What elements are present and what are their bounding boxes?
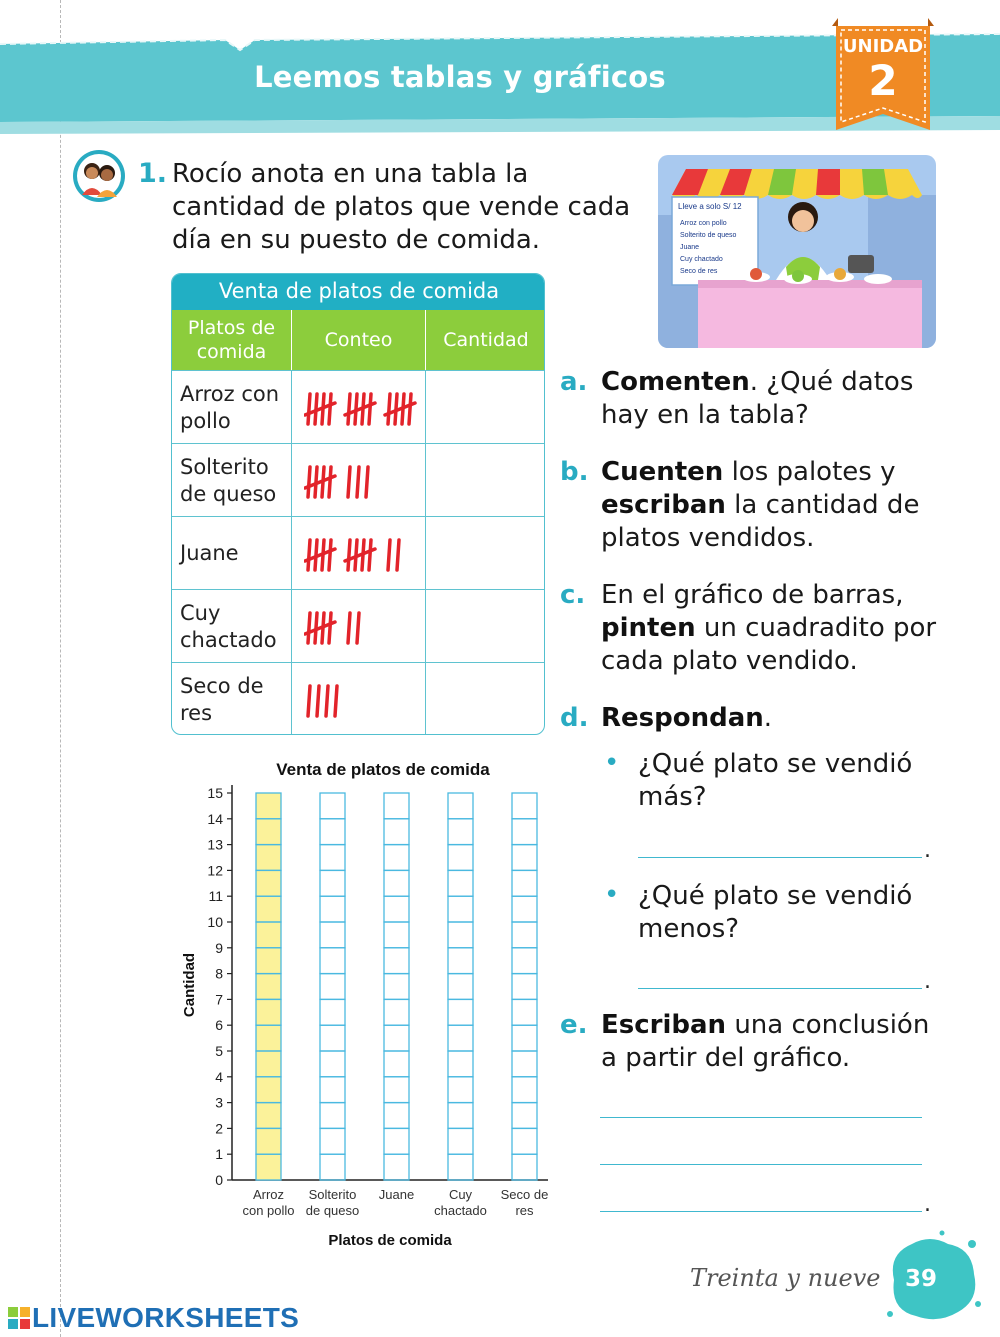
tally-mark: [357, 467, 359, 497]
grid-cell[interactable]: [512, 1128, 537, 1154]
quantity-cell[interactable]: [425, 663, 545, 735]
x-tick-label: Cuy: [448, 1187, 473, 1202]
dish-name: Arroz con pollo: [180, 381, 280, 433]
table-row: [172, 516, 545, 589]
bar-fill: [256, 793, 281, 1180]
item-text: la cantidad de platos vendidos.: [601, 490, 920, 553]
table-title: Venta de platos de comida: [172, 274, 545, 310]
tally-group-of-five: [305, 540, 335, 570]
grid-cell[interactable]: [320, 922, 345, 948]
answer-line[interactable]: [638, 857, 922, 858]
item-text: En el gráfico de barras,: [601, 580, 904, 610]
page-number-words: Treinta y nueve: [690, 1264, 881, 1292]
bar-column: [448, 793, 473, 1180]
item-text: . ¿Qué datos hay en la tabla?: [601, 367, 914, 430]
grid-cell[interactable]: [384, 870, 409, 896]
tally-mark: [357, 613, 359, 643]
stall-sign-item: Seco de res: [680, 268, 718, 275]
table-row: [172, 370, 545, 443]
tally-group-of-five: [345, 394, 375, 424]
x-tick-label: con pollo: [242, 1203, 295, 1218]
bar-column: [256, 793, 281, 1180]
sub-question: ¿Qué plato se vendió más?: [638, 749, 913, 812]
dish-name: Seco de res: [180, 673, 264, 725]
tally-marks: [304, 537, 408, 573]
tally-marks: [304, 391, 430, 427]
item-text: un cuadradito por cada plato vendido.: [601, 613, 937, 676]
grid-cell[interactable]: [448, 999, 473, 1025]
item-letter: b.: [560, 457, 589, 487]
item-text: los palotes y: [723, 457, 896, 487]
dish-name: Solterito de queso: [180, 454, 277, 506]
tally-mark: [335, 686, 337, 716]
grid-cell[interactable]: [320, 1103, 345, 1129]
x-tick-label: chactado: [434, 1203, 487, 1218]
grid-cell[interactable]: [320, 1025, 345, 1051]
item-letter: c.: [560, 580, 586, 610]
tally-mark: [388, 540, 390, 570]
grid-cell[interactable]: [512, 819, 537, 845]
table-row: [172, 662, 545, 735]
y-tick-label: 6: [215, 1017, 223, 1034]
grid-cell[interactable]: [448, 793, 473, 819]
grid-cell[interactable]: [320, 870, 345, 896]
item-verb: Comenten: [601, 367, 750, 397]
tally-group-of-five: [345, 540, 375, 570]
bar-column: [512, 793, 537, 1180]
grid-cell[interactable]: [320, 948, 345, 974]
grid-cell[interactable]: [512, 999, 537, 1025]
tally-mark: [308, 686, 310, 716]
y-tick-label: 11: [208, 888, 223, 905]
y-tick-label: 0: [215, 1172, 223, 1188]
chart-title: Venta de platos de comida: [276, 760, 490, 779]
period: .: [924, 969, 931, 994]
item-verb: Cuenten: [601, 457, 724, 487]
grid-cell[interactable]: [384, 819, 409, 845]
grid-cell[interactable]: [448, 1103, 473, 1129]
bar-chart: [170, 755, 570, 1255]
grid-cell[interactable]: [384, 1103, 409, 1129]
grid-cell[interactable]: [384, 1077, 409, 1103]
grid-cell[interactable]: [320, 896, 345, 922]
table-row: [172, 443, 545, 516]
y-tick-label: 2: [215, 1120, 223, 1137]
grid-cell[interactable]: [512, 922, 537, 948]
y-tick-label: 3: [215, 1094, 223, 1111]
grid-cell[interactable]: [512, 948, 537, 974]
y-tick-label: 10: [207, 914, 223, 930]
answer-line[interactable]: [638, 988, 922, 989]
item-verb: Respondan: [601, 703, 764, 733]
grid-cell[interactable]: [512, 1077, 537, 1103]
brand-grid-icon: [8, 1307, 30, 1329]
x-tick-label: Solterito: [308, 1187, 357, 1202]
y-axis-label: Cantidad: [181, 952, 198, 1018]
answer-line[interactable]: [600, 1211, 922, 1212]
grid-cell[interactable]: [320, 819, 345, 845]
grid-cell[interactable]: [512, 793, 537, 819]
grid-cell[interactable]: [320, 1051, 345, 1077]
y-tick-label: 4: [215, 1068, 223, 1085]
children-icon: [72, 149, 126, 203]
grid-cell[interactable]: [320, 974, 345, 1000]
grid-cell[interactable]: [512, 870, 537, 896]
header-dishes: Platos de comida: [172, 310, 291, 370]
tally-group-of-five: [305, 467, 335, 497]
quantity-cell[interactable]: [425, 590, 545, 663]
grid-cell[interactable]: [384, 1051, 409, 1077]
grid-cell[interactable]: [512, 1025, 537, 1051]
table-row: [172, 589, 545, 662]
stall-sign-item: Cuy chactado: [680, 256, 723, 263]
period: .: [924, 838, 931, 863]
unit-number: 2: [868, 56, 898, 105]
x-axis-label: Platos de comida: [328, 1232, 452, 1249]
question-number: 1.: [138, 158, 168, 189]
y-tick-label: 12: [207, 862, 223, 879]
y-tick-label: 13: [207, 836, 223, 853]
quantity-cell[interactable]: [425, 444, 545, 517]
grid-cell[interactable]: [384, 948, 409, 974]
tally-mark: [366, 467, 368, 497]
sub-question: ¿Qué plato se vendió menos?: [638, 881, 913, 944]
header-quantity: Cantidad: [425, 310, 545, 370]
stall-sign-title: Lleve a solo S/ 12: [678, 202, 742, 211]
y-tick-label: 14: [207, 810, 223, 827]
grid-cell[interactable]: [384, 974, 409, 1000]
question-text: Rocío anota en una tabla la cantidad de platos que vende cada día en su puesto de comida.: [172, 159, 631, 255]
brand-name: LIVEWORKSHEETS: [32, 1302, 300, 1333]
item-text: una conclusión a partir del gráfico.: [601, 1010, 930, 1073]
tally-mark: [348, 467, 350, 497]
stall-sign-item: Solterito de queso: [680, 232, 737, 239]
item-verb: pinten: [601, 613, 696, 643]
grid-cell[interactable]: [448, 1154, 473, 1180]
item-letter: a.: [560, 367, 588, 397]
quantity-cell[interactable]: [425, 517, 545, 590]
grid-cell[interactable]: [512, 845, 537, 871]
y-tick-label: 15: [207, 785, 223, 801]
grid-cell[interactable]: [384, 1128, 409, 1154]
margin-dashed-line: [60, 0, 61, 1337]
y-tick-label: 1: [215, 1146, 223, 1163]
y-tick-label: 5: [215, 1043, 223, 1059]
grid-cell[interactable]: [384, 999, 409, 1025]
tally-mark: [348, 613, 350, 643]
answer-line[interactable]: [600, 1164, 922, 1165]
grid-cell[interactable]: [448, 974, 473, 1000]
grid-cell[interactable]: [448, 870, 473, 896]
unit-label: UNIDAD: [842, 36, 924, 57]
grid-cell[interactable]: [448, 922, 473, 948]
page-title: Leemos tablas y gráficos: [254, 60, 666, 94]
x-tick-label: Seco de: [500, 1187, 549, 1202]
grid-cell[interactable]: [512, 1103, 537, 1129]
grid-cell[interactable]: [512, 896, 537, 922]
grid-cell[interactable]: [512, 1051, 537, 1077]
bullet-dot: •: [604, 880, 620, 910]
tally-mark: [317, 686, 319, 716]
stall-sign-item: Juane: [680, 244, 700, 251]
bullet-dot: •: [604, 748, 620, 778]
grid-cell[interactable]: [320, 845, 345, 871]
grid-cell[interactable]: [448, 1051, 473, 1077]
grid-cell[interactable]: [512, 1154, 537, 1180]
header-count: Conteo: [291, 310, 425, 370]
item-letter: e.: [560, 1010, 588, 1040]
grid-cell[interactable]: [320, 999, 345, 1025]
column-divider: [291, 370, 292, 735]
tally-marks: [304, 610, 368, 646]
x-tick-label: de queso: [305, 1203, 360, 1218]
tally-mark: [397, 540, 399, 570]
item-text: .: [763, 703, 773, 733]
grid-cell[interactable]: [448, 819, 473, 845]
grid-cell[interactable]: [384, 793, 409, 819]
item-verb: Escriban: [601, 1010, 727, 1040]
item-verb: escriban: [601, 490, 726, 520]
dish-name: Juane: [180, 541, 239, 565]
grid-cell[interactable]: [512, 974, 537, 1000]
bar-column: [320, 793, 345, 1180]
tally-table: [171, 273, 545, 735]
grid-cell[interactable]: [448, 845, 473, 871]
answer-line[interactable]: [600, 1117, 922, 1118]
food-stall-illustration: [658, 155, 936, 348]
grid-cell[interactable]: [320, 793, 345, 819]
grid-cell[interactable]: [320, 1077, 345, 1103]
x-tick-label: Juane: [378, 1187, 415, 1202]
x-tick-label: res: [515, 1203, 534, 1218]
y-tick-label: 7: [215, 991, 223, 1008]
tally-group-of-five: [385, 394, 415, 424]
grid-cell[interactable]: [448, 896, 473, 922]
brand-logo: [8, 1302, 299, 1334]
stall-sign-item: Arroz con pollo: [680, 220, 727, 227]
grid-cell[interactable]: [320, 1128, 345, 1154]
period: .: [924, 1192, 931, 1217]
grid-cell[interactable]: [448, 948, 473, 974]
grid-cell[interactable]: [320, 1154, 345, 1180]
tally-group-of-five: [305, 613, 335, 643]
tally-marks: [304, 464, 377, 500]
grid-cell[interactable]: [384, 896, 409, 922]
dish-name: Cuy chactado: [180, 600, 277, 652]
grid-cell[interactable]: [448, 1128, 473, 1154]
y-tick-label: 9: [215, 939, 223, 956]
item-letter: d.: [560, 703, 589, 733]
tally-marks: [304, 683, 346, 719]
y-tick-label: 8: [215, 965, 223, 982]
grid-cell[interactable]: [384, 845, 409, 871]
x-tick-label: Arroz: [252, 1187, 285, 1202]
bar-column: [384, 793, 409, 1180]
grid-cell[interactable]: [384, 922, 409, 948]
grid-cell[interactable]: [448, 1025, 473, 1051]
grid-cell[interactable]: [384, 1025, 409, 1051]
grid-cell[interactable]: [384, 1154, 409, 1180]
tally-group-of-five: [305, 394, 335, 424]
quantity-cell[interactable]: [425, 371, 545, 444]
column-divider: [425, 370, 426, 735]
tally-mark: [326, 686, 328, 716]
grid-cell[interactable]: [448, 1077, 473, 1103]
page-number: 39: [904, 1266, 937, 1292]
